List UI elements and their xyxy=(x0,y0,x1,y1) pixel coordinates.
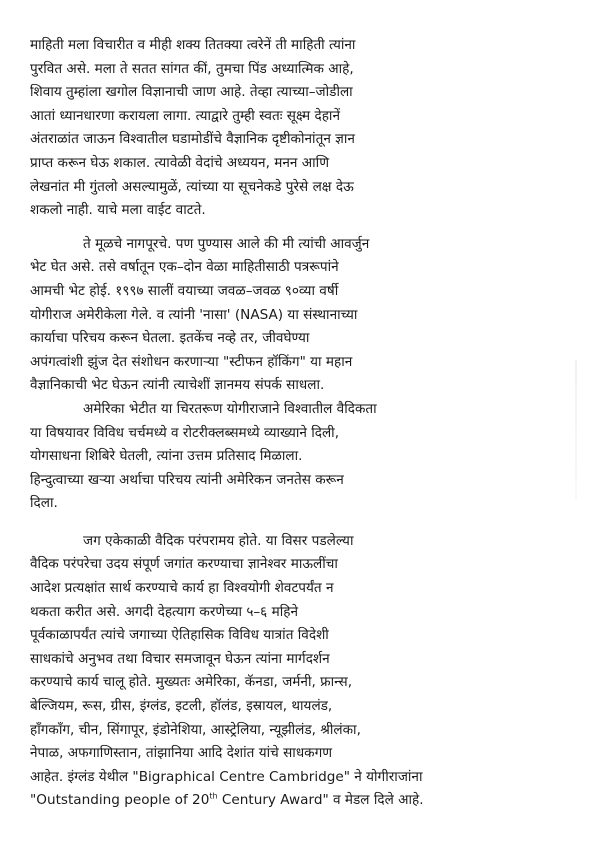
text-line: वैदिक परंपरेचा उदय संपूर्ण जगांत करण्याचा ज्ञानेश्वर माऊलींचा xyxy=(30,556,338,573)
text-line: वैज्ञानिकाची भेट घेऊन त्यांनी त्याचेशीं ज्ञानमय संपर्क साधला. xyxy=(30,377,325,394)
text-line: शिवाय तुम्हांला खगोल विज्ञानाची जाण आहे. तेव्हा त्याच्या–जोडीला xyxy=(30,84,353,101)
text-line: करण्याचे कार्य चालू होते. मुख्यतः अमेरिका, कॅनडा, जर्मनी, फ्रान्स, xyxy=(30,674,353,691)
scan-edge-shadow xyxy=(575,360,577,500)
text-line: लेखनांत मी गुंतलो असल्यामुळें, त्यांच्या या सूचनेकडे पुरेसे लक्ष देऊ xyxy=(30,178,354,195)
text-line: प्राप्त करून घेऊ शकाल. त्यावेळी वेदांचे अध्ययन, मनन आणि xyxy=(30,154,330,171)
document-page xyxy=(30,34,570,813)
text-line-award xyxy=(30,789,570,813)
paragraph-1 xyxy=(30,34,570,223)
text-line: आतां ध्यानधारणा करायला लागा. त्याद्वारे तुम्ही स्वतः सूक्ष्म देहानें xyxy=(30,107,341,124)
text-line: नेपाळ, अफगाणिस्तान, तांझानिया आदि देशांत यांचे साधकगण xyxy=(30,745,333,762)
text-line: अंतराळांत जाऊन विश्वातील घडामोडींचे वैज्ञानिक दृष्टीकोनांतून ज्ञान xyxy=(30,131,355,148)
text-line: ते मूळचे नागपूरचे. पण पुण्यास आले की मी त्यांची आवर्जुन xyxy=(83,235,370,252)
award-text-start: "Outstanding people of 20 xyxy=(30,792,210,809)
text-line: शकलो नाही. याचे मला वाईट वाटते. xyxy=(30,202,206,219)
text-line: दिला. xyxy=(30,495,58,512)
text-line: हॉंगकॉंग, चीन, सिंगापूर, इंडोनेशिया, आस्ट्रेलिया, न्यूझीलंड, श्रीलंका, xyxy=(30,721,361,738)
text-line: भेट घेत असे. तसे वर्षातून एक–दोन वेळा माहितीसाठी पत्ररूपांने xyxy=(30,259,339,276)
text-line: थकता करीत असे. अगदी देहत्याग करणेच्या ५–६ महिने xyxy=(30,603,298,620)
text-line: बेल्जियम, रूस, ग्रीस, इंग्लंड, इटली, हॉलंड, इस्रायल, थायलंड, xyxy=(30,698,333,715)
text-line: जग एकेकाळी वैदिक परंपरामय होते. या विसर पडलेल्या xyxy=(83,532,354,549)
text-line: अपंगत्वांशी झुंज देत संशोधन करणाऱ्या "स्टीफन हॉकिंग" या महान xyxy=(30,353,353,370)
text-line: या विषयावर विविध चर्चमध्ये व रोटरीक्लब्समध्ये व्याख्याने दिली, xyxy=(30,424,340,441)
text-line: योगीराज अमेरीकेला गेले. व त्यांनी 'नासा' (NASA) या संस्थानाच्या xyxy=(30,306,358,323)
text-line: साधकांचे अनुभव तथा विचार समजावून घेऊन त्यांना मार्गदर्शन xyxy=(30,650,330,667)
text-line: आहेत. इंग्लंड येथील "Bigraphical Centre Cambridge" ने योगीराजांना xyxy=(30,768,423,785)
text-line: अमेरिका भेटीत या चिरतरूण योगीराजाने विश्वातील वैदिकता xyxy=(83,400,377,417)
text-line: पूर्वकाळापर्यंत त्यांचे जगाच्या ऐतिहासिक विविध यात्रांत विदेशी xyxy=(30,627,329,644)
paragraph-3 xyxy=(30,398,570,516)
text-line: आदेश प्रत्यक्षांत सार्थ करण्याचे कार्य हा विश्वयोगी शेवटपर्यंत न xyxy=(30,580,334,597)
text-line: योगसाधना शिबिरे घेतली, त्यांना उत्तम प्रतिसाद मिळाला. xyxy=(30,448,303,465)
award-text-end: Century Award" व मेडल दिले आहे. xyxy=(217,792,424,809)
text-line: पुरवित असे. मला ते सतत सांगत कीं, तुमचा पिंड अध्यात्मिक आहे, xyxy=(30,60,354,77)
text-line: कार्याचा परिचय करून घेतला. इतकेंच नव्हे तर, जीवघेण्या xyxy=(30,330,310,347)
ordinal-suffix: th xyxy=(209,791,218,801)
text-line: आमची भेट होई. १९९७ सालीं वयाच्या जवळ–जवळ ९०व्या वर्षी xyxy=(30,282,339,299)
text-line: हिन्दुत्वाच्या खऱ्या अर्थाचा परिचय त्यांनी अमेरिकन जनतेस करून xyxy=(30,471,344,488)
paragraph-4 xyxy=(30,530,570,813)
paragraph-2 xyxy=(30,233,570,398)
text-line: माहिती मला विचारीत व मीही शक्य तितक्या त्वरेनें ती माहिती त्यांना xyxy=(30,37,356,53)
